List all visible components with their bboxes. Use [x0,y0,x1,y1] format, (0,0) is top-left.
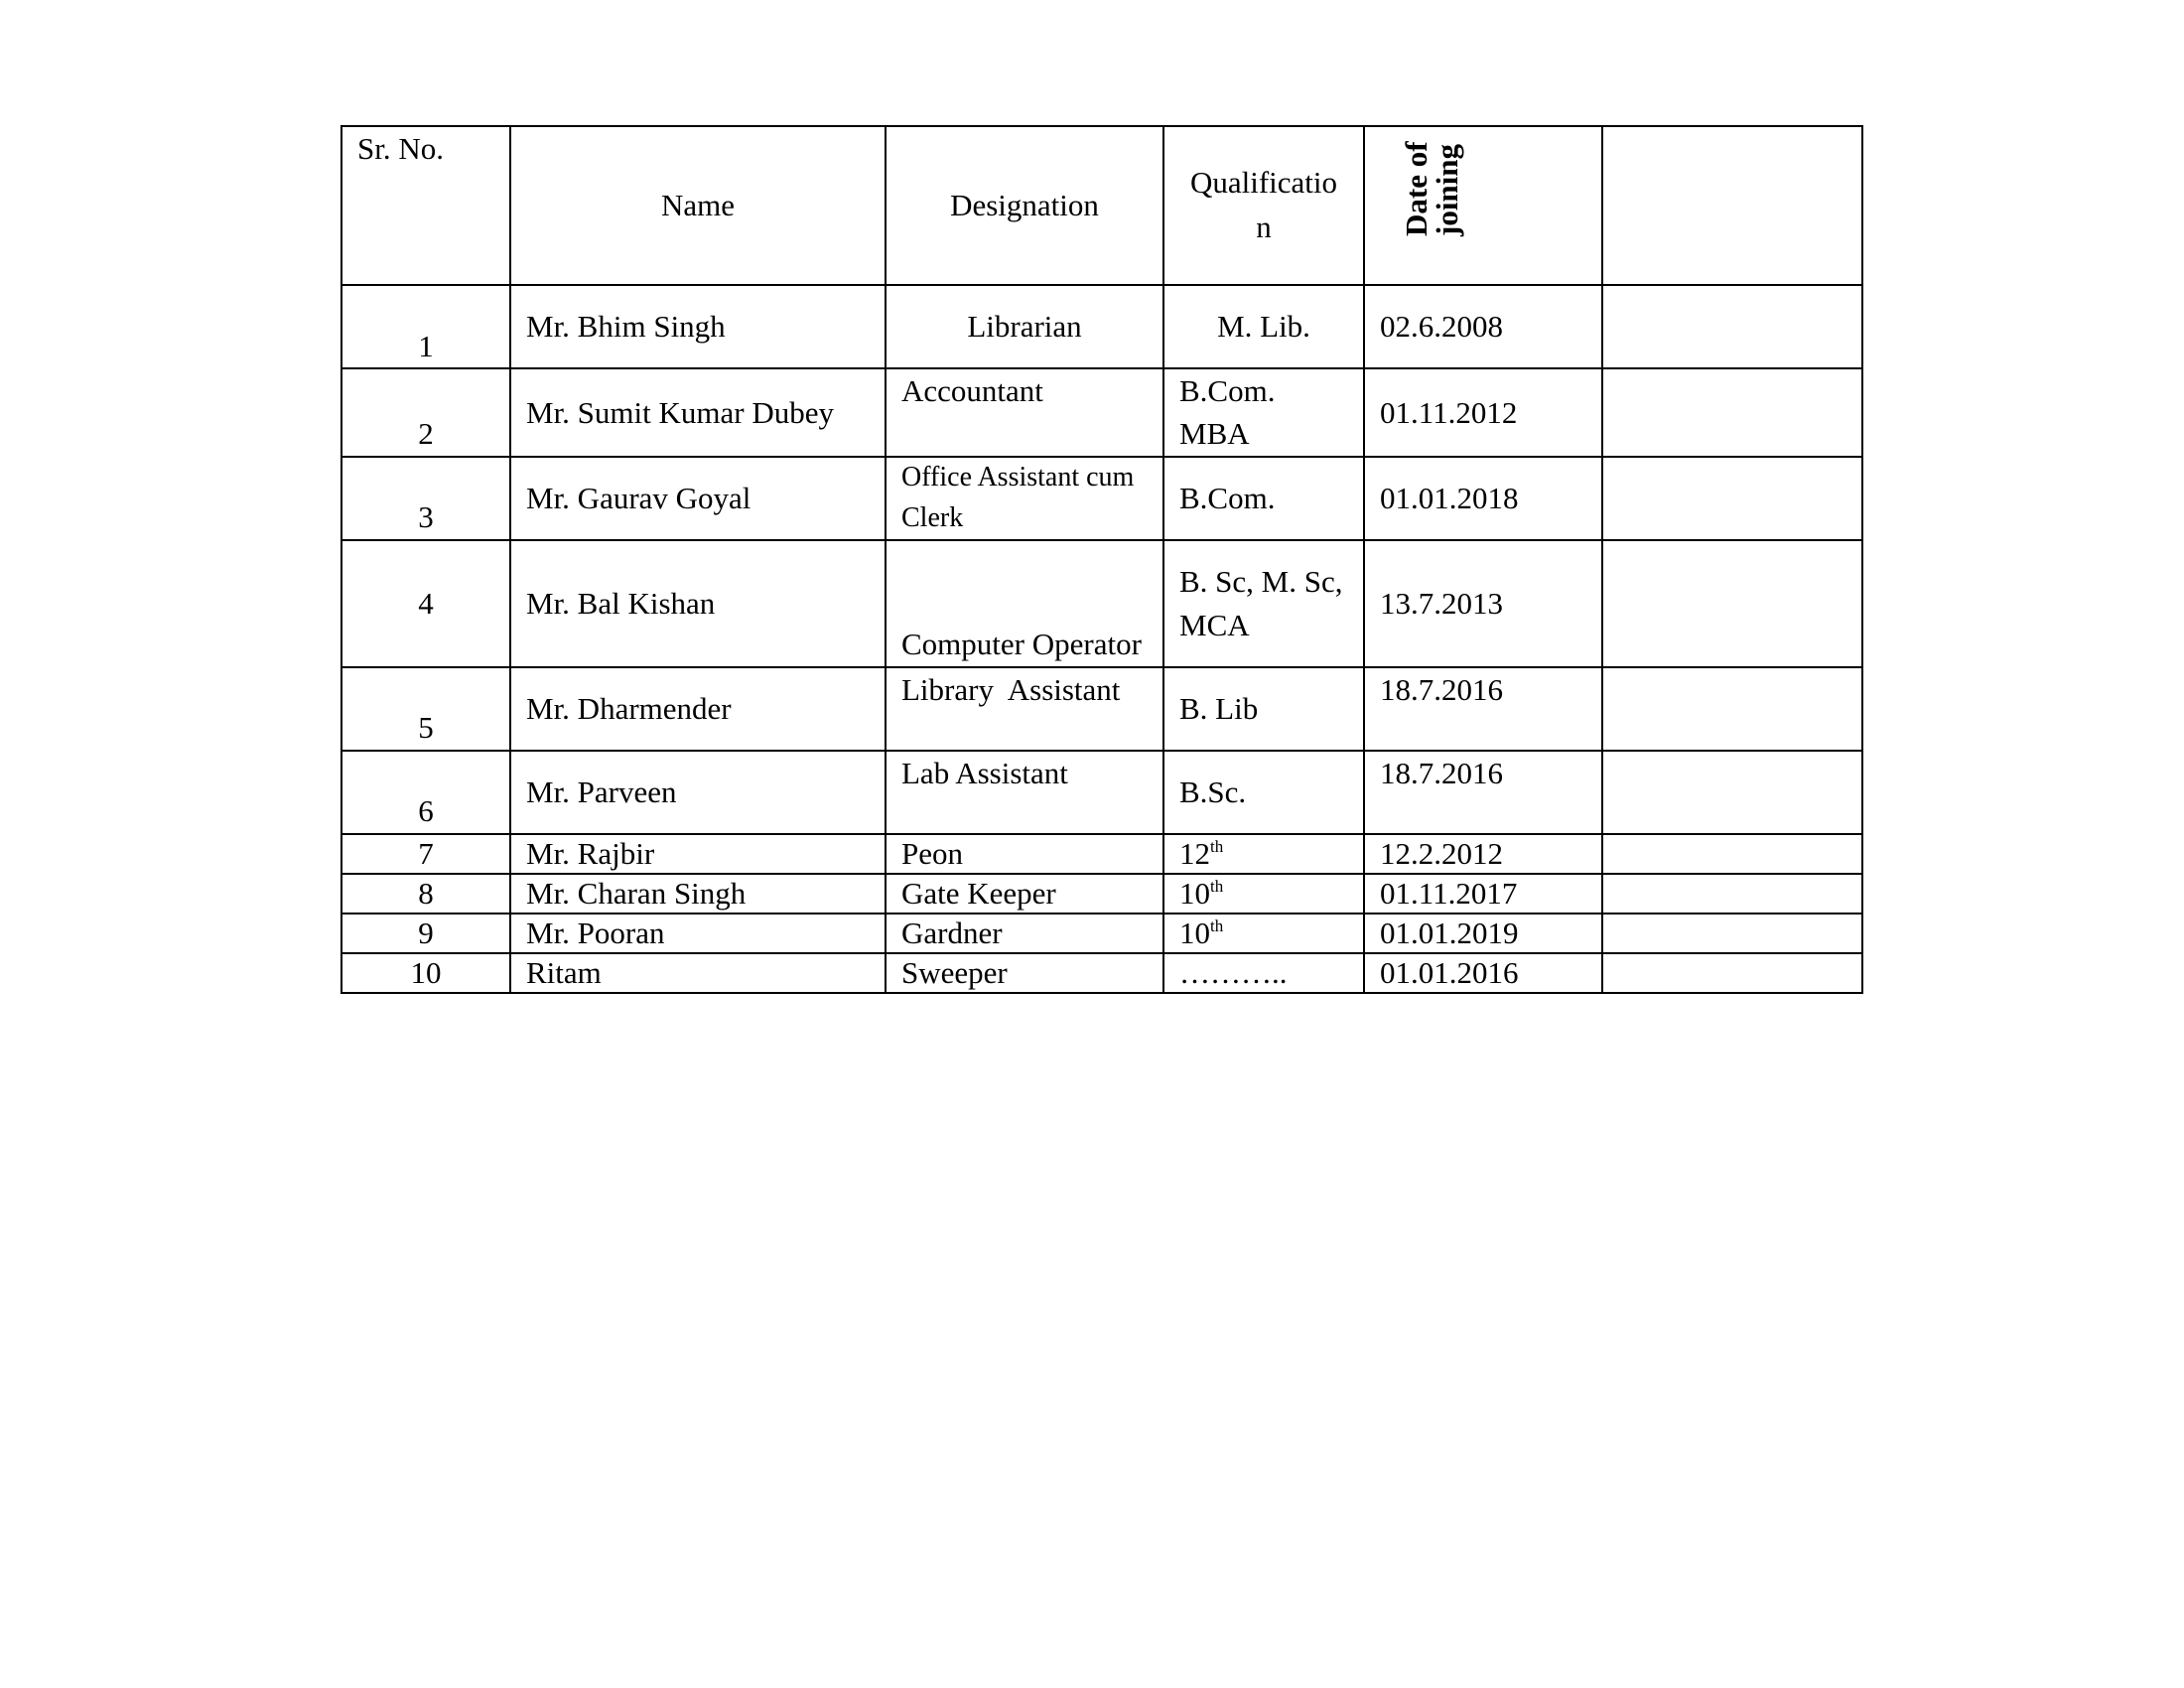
cell-name: Mr. Parveen [510,751,886,834]
header-name: Name [510,126,886,285]
cell-date: 01.01.2016 [1364,953,1602,993]
cell-name: Mr. Sumit Kumar Dubey [510,368,886,457]
cell-qualification: B.Sc. [1163,751,1364,834]
qualification-value: 12 [1179,835,1210,871]
header-extra [1602,126,1862,285]
header-date-of-joining [1364,126,1602,285]
cell-designation: Librarian [886,285,1163,368]
cell-qualification: M. Lib. [1163,285,1364,368]
header-date-line1: Date of [1399,141,1433,236]
cell-name: Mr. Charan Singh [510,874,886,914]
cell-qualification [1163,914,1364,953]
cell-extra [1602,667,1862,751]
cell-extra [1602,834,1862,874]
cell-extra [1602,874,1862,914]
table-row [341,667,1862,751]
cell-name: Mr. Pooran [510,914,886,953]
table-row [341,874,1862,914]
header-date-line2: joining [1430,143,1464,236]
cell-qualification [1163,874,1364,914]
cell-name: Mr. Dharmender [510,667,886,751]
cell-qualification: B.Com. MBA [1163,368,1364,457]
cell-qualification: B.Com. [1163,457,1364,540]
cell-date: 18.7.2016 [1364,667,1602,751]
cell-sr: 10 [341,953,510,993]
cell-date: 13.7.2013 [1364,540,1602,667]
cell-date: 12.2.2012 [1364,834,1602,874]
cell-designation: Peon [886,834,1163,874]
table-row [341,914,1862,953]
cell-designation: Sweeper [886,953,1163,993]
table-header-row [341,126,1862,285]
table-row [341,751,1862,834]
cell-extra [1602,368,1862,457]
qualification-value: 10 [1179,914,1210,950]
cell-extra [1602,953,1862,993]
qualification-value: 10 [1179,875,1210,911]
cell-name: Mr. Bhim Singh [510,285,886,368]
table-row [341,540,1862,667]
cell-sr: 5 [341,667,510,751]
cell-name: Mr. Rajbir [510,834,886,874]
cell-sr: 3 [341,457,510,540]
cell-qualification [1163,834,1364,874]
cell-extra [1602,751,1862,834]
cell-name: Mr. Bal Kishan [510,540,886,667]
cell-name: Mr. Gaurav Goyal [510,457,886,540]
cell-sr: 6 [341,751,510,834]
table-row [341,834,1862,874]
cell-extra [1602,285,1862,368]
table-row [341,953,1862,993]
cell-designation: Gardner [886,914,1163,953]
cell-sr: 9 [341,914,510,953]
cell-sr: 7 [341,834,510,874]
cell-qualification: ……….. [1163,953,1364,993]
staff-table [341,125,1863,994]
cell-sr: 1 [341,285,510,368]
cell-date: 01.01.2019 [1364,914,1602,953]
qualification-suffix: th [1210,876,1224,896]
cell-date: 01.11.2012 [1364,368,1602,457]
table-row [341,457,1862,540]
header-sr-no: Sr. No. [341,126,510,285]
header-qualification: Qualificatio n [1163,126,1364,285]
cell-designation: Office Assistant cum Clerk [886,457,1163,540]
cell-sr: 2 [341,368,510,457]
header-designation: Designation [886,126,1163,285]
cell-designation: Lab Assistant [886,751,1163,834]
table-row [341,368,1862,457]
cell-designation: Accountant [886,368,1163,457]
cell-name: Ritam [510,953,886,993]
cell-date: 01.11.2017 [1364,874,1602,914]
cell-designation: Library Assistant [886,667,1163,751]
cell-date: 18.7.2016 [1364,751,1602,834]
cell-qualification: B. Lib [1163,667,1364,751]
qualification-suffix: th [1210,915,1224,935]
cell-extra [1602,914,1862,953]
cell-qualification: B. Sc, M. Sc, MCA [1163,540,1364,667]
cell-date: 02.6.2008 [1364,285,1602,368]
cell-extra [1602,540,1862,667]
cell-date: 01.01.2018 [1364,457,1602,540]
cell-designation: Gate Keeper [886,874,1163,914]
cell-extra [1602,457,1862,540]
qualification-suffix: th [1210,836,1224,856]
cell-sr: 4 [341,540,510,667]
table-row [341,285,1862,368]
cell-designation: Computer Operator [886,540,1163,667]
cell-sr: 8 [341,874,510,914]
